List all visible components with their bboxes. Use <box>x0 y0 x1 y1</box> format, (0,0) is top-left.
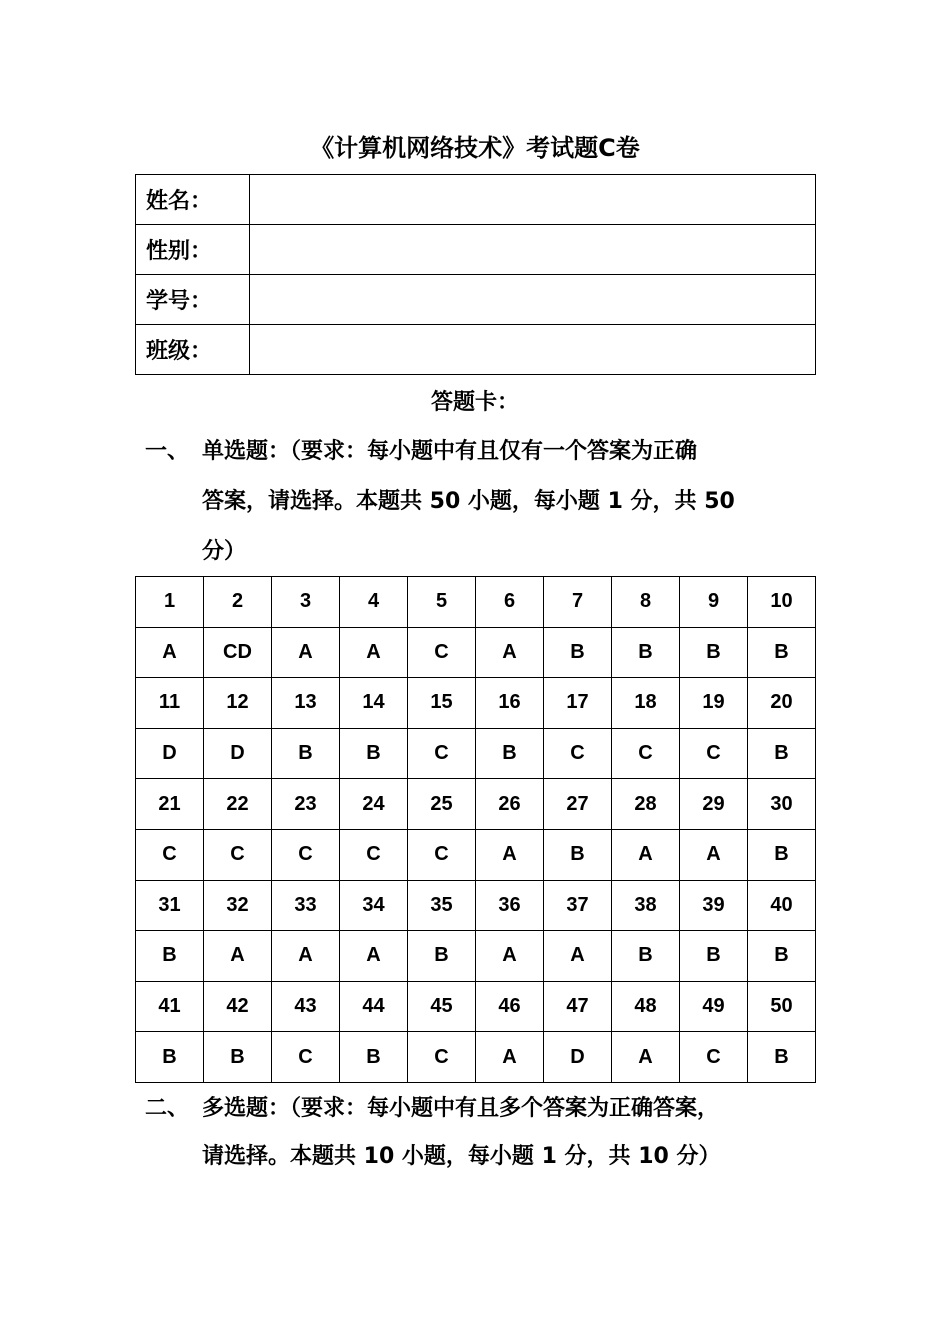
answer-cell: A <box>272 931 340 982</box>
question-number-cell: 26 <box>476 779 544 830</box>
section-multiple-choice <box>145 1083 825 1193</box>
question-number-cell: 38 <box>612 880 680 931</box>
question-number-cell: 50 <box>748 981 816 1032</box>
answer-row <box>136 627 816 678</box>
answer-cell: C <box>204 829 272 880</box>
answer-cell: C <box>544 728 612 779</box>
question-number-cell: 35 <box>408 880 476 931</box>
question-number-cell: 32 <box>204 880 272 931</box>
answer-cell: D <box>204 728 272 779</box>
answer-cell: A <box>544 931 612 982</box>
question-number-cell: 4 <box>340 577 408 628</box>
question-number-cell: 45 <box>408 981 476 1032</box>
answer-cell: B <box>136 1032 204 1083</box>
class-label: 班级： <box>136 325 250 375</box>
question-number-cell: 28 <box>612 779 680 830</box>
answer-cell: B <box>680 627 748 678</box>
question-number-cell: 11 <box>136 678 204 729</box>
question-number-row <box>136 678 816 729</box>
question-number-row <box>136 880 816 931</box>
question-number-cell: 30 <box>748 779 816 830</box>
answer-cell: C <box>612 728 680 779</box>
question-number-cell: 16 <box>476 678 544 729</box>
name-field[interactable] <box>250 175 816 225</box>
answer-row <box>136 829 816 880</box>
question-number-cell: 48 <box>612 981 680 1032</box>
answer-cell: A <box>340 627 408 678</box>
question-number-cell: 13 <box>272 678 340 729</box>
answer-cell: D <box>136 728 204 779</box>
answer-cell: B <box>748 1032 816 1083</box>
section-instructions-line2: 答案，请选择。本题共 50 小题，每小题 1 分，共 50 <box>202 489 735 514</box>
question-number-cell: 40 <box>748 880 816 931</box>
answer-cell: A <box>136 627 204 678</box>
answer-cell: A <box>204 931 272 982</box>
answer-cell: A <box>340 931 408 982</box>
answer-cell: C <box>340 829 408 880</box>
answer-cell: C <box>680 728 748 779</box>
question-number-cell: 7 <box>544 577 612 628</box>
question-number-cell: 29 <box>680 779 748 830</box>
info-row-name <box>136 175 816 225</box>
question-number-cell: 12 <box>204 678 272 729</box>
answer-cell: B <box>544 829 612 880</box>
answer-cell: A <box>476 1032 544 1083</box>
question-number-cell: 14 <box>340 678 408 729</box>
exam-title: 《计算机网络技术》考试题C卷 <box>310 134 640 162</box>
gender-label: 性别： <box>136 225 250 275</box>
answer-cell: A <box>612 829 680 880</box>
answer-cell: B <box>612 627 680 678</box>
section-instructions-line1: 多选题：（要求：每小题中有且多个答案为正确答案， <box>202 1096 720 1121</box>
answer-cell: B <box>408 931 476 982</box>
question-number-cell: 42 <box>204 981 272 1032</box>
section-instructions-line2: 请选择。本题共 10 小题，每小题 1 分，共 10 分） <box>202 1144 721 1169</box>
question-number-cell: 27 <box>544 779 612 830</box>
question-number-cell: 36 <box>476 880 544 931</box>
answer-cell: B <box>204 1032 272 1083</box>
section-instructions-line3: 分） <box>202 539 247 564</box>
question-number-row <box>136 577 816 628</box>
question-number-cell: 15 <box>408 678 476 729</box>
question-number-cell: 6 <box>476 577 544 628</box>
question-number-cell: 17 <box>544 678 612 729</box>
question-number-cell: 2 <box>204 577 272 628</box>
answer-cell: A <box>680 829 748 880</box>
answer-cell: C <box>408 728 476 779</box>
question-number-cell: 39 <box>680 880 748 931</box>
answer-cell: B <box>136 931 204 982</box>
section-number: 一、 <box>145 439 190 464</box>
answer-cell: CD <box>204 627 272 678</box>
question-number-cell: 24 <box>340 779 408 830</box>
student-info-table <box>135 174 816 375</box>
question-number-cell: 10 <box>748 577 816 628</box>
question-number-cell: 34 <box>340 880 408 931</box>
question-number-cell: 41 <box>136 981 204 1032</box>
class-field[interactable] <box>250 325 816 375</box>
answer-cell: B <box>476 728 544 779</box>
question-number-row <box>136 779 816 830</box>
answer-cell: B <box>612 931 680 982</box>
info-row-class <box>136 325 816 375</box>
answer-cell: A <box>476 931 544 982</box>
question-number-cell: 33 <box>272 880 340 931</box>
answer-cell: A <box>476 829 544 880</box>
student-id-label: 学号： <box>136 275 250 325</box>
answer-cell: D <box>544 1032 612 1083</box>
answer-cell: C <box>272 829 340 880</box>
question-number-cell: 21 <box>136 779 204 830</box>
question-number-cell: 31 <box>136 880 204 931</box>
question-number-cell: 49 <box>680 981 748 1032</box>
answer-cell: B <box>340 728 408 779</box>
question-number-cell: 19 <box>680 678 748 729</box>
answer-row <box>136 728 816 779</box>
question-number-cell: 5 <box>408 577 476 628</box>
answer-card-title: 答题卡： <box>430 390 519 415</box>
answer-cell: B <box>340 1032 408 1083</box>
answer-cell: A <box>612 1032 680 1083</box>
question-number-cell: 22 <box>204 779 272 830</box>
question-number-cell: 44 <box>340 981 408 1032</box>
question-number-cell: 8 <box>612 577 680 628</box>
answer-cell: B <box>748 829 816 880</box>
answer-cell: B <box>748 627 816 678</box>
answer-cell: C <box>408 1032 476 1083</box>
question-number-cell: 37 <box>544 880 612 931</box>
question-number-cell: 46 <box>476 981 544 1032</box>
section-single-choice <box>145 426 825 576</box>
answer-cell: B <box>680 931 748 982</box>
question-number-cell: 18 <box>612 678 680 729</box>
answer-cell: C <box>136 829 204 880</box>
answer-cell: C <box>408 829 476 880</box>
question-number-cell: 43 <box>272 981 340 1032</box>
answer-cell: B <box>748 931 816 982</box>
section-number: 二、 <box>145 1096 190 1121</box>
gender-field[interactable] <box>250 225 816 275</box>
answer-cell: A <box>476 627 544 678</box>
answer-cell: B <box>748 728 816 779</box>
question-number-cell: 9 <box>680 577 748 628</box>
question-number-row <box>136 981 816 1032</box>
answer-cell: B <box>544 627 612 678</box>
answer-row <box>136 931 816 982</box>
question-number-cell: 25 <box>408 779 476 830</box>
question-number-cell: 20 <box>748 678 816 729</box>
info-row-gender <box>136 225 816 275</box>
answer-cell: A <box>272 627 340 678</box>
name-label: 姓名： <box>136 175 250 225</box>
question-number-cell: 23 <box>272 779 340 830</box>
answer-cell: C <box>272 1032 340 1083</box>
student-id-field[interactable] <box>250 275 816 325</box>
info-row-student-id <box>136 275 816 325</box>
answer-cell: B <box>272 728 340 779</box>
question-number-cell: 1 <box>136 577 204 628</box>
section-instructions-line1: 单选题：（要求：每小题中有且仅有一个答案为正确 <box>202 439 698 464</box>
answer-cell: C <box>680 1032 748 1083</box>
question-number-cell: 3 <box>272 577 340 628</box>
question-number-cell: 47 <box>544 981 612 1032</box>
answer-row <box>136 1032 816 1083</box>
answer-cell: C <box>408 627 476 678</box>
answer-grid <box>135 576 816 1083</box>
